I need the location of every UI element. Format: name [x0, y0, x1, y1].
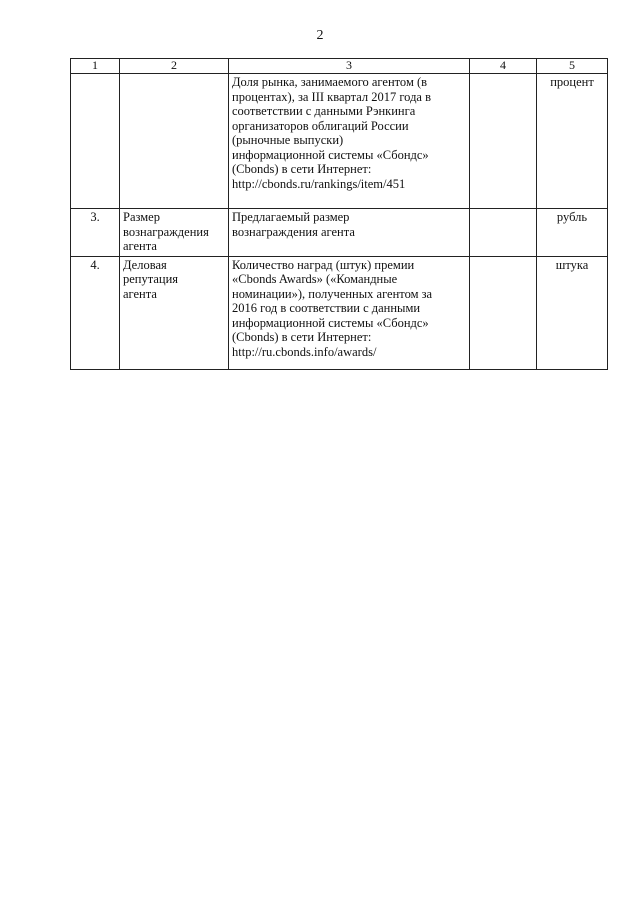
description-line: Количество наград (штук) премии	[232, 257, 415, 272]
table-row	[71, 209, 608, 257]
column-header: 5	[537, 59, 608, 74]
row-number-cell: 4.	[71, 256, 120, 369]
unit-cell: процент	[537, 74, 608, 209]
description-cell	[229, 256, 470, 369]
column-header: 3	[229, 59, 470, 74]
description-line: процентах), за III квартал 2017 года в	[232, 89, 432, 104]
description-cell	[229, 209, 470, 257]
description-cell	[229, 74, 470, 209]
row-number-cell	[71, 74, 120, 209]
description-line: номинации»), полученных агентом за	[232, 286, 433, 301]
value-cell	[470, 74, 537, 209]
criterion-line: агента	[123, 239, 157, 253]
row-number-cell: 3.	[71, 209, 120, 257]
column-header: 1	[71, 59, 120, 74]
unit-cell: рубль	[537, 209, 608, 257]
description-line: информационной системы «Сбондс»	[232, 147, 429, 162]
criterion-line: репутация	[123, 272, 179, 286]
description-line: организаторов облигаций России	[232, 118, 409, 133]
description-line: (рыночные выпуски)	[232, 133, 344, 147]
table-row	[71, 74, 608, 209]
column-header: 2	[120, 59, 229, 74]
criterion-cell	[120, 209, 229, 257]
criterion-line: агента	[123, 286, 157, 301]
description-line: «Cbonds Awards» («Командные	[232, 272, 398, 286]
value-cell	[470, 209, 537, 257]
value-cell	[470, 256, 537, 369]
description-line: Предлагаемый размер	[232, 210, 350, 224]
description-line: 2016 год в соответствии с данными	[232, 301, 421, 315]
description-link: http://ru.cbonds.info/awards/	[232, 344, 377, 359]
table-row	[71, 256, 608, 369]
description-line: (Cbonds) в сети Интернет:	[232, 330, 372, 344]
table-header-row	[71, 59, 608, 74]
criteria-table	[70, 58, 608, 370]
criterion-line: Размер	[123, 210, 160, 224]
description-line: Доля рынка, занимаемого агентом (в	[232, 75, 428, 89]
criterion-line: Деловая	[123, 257, 167, 272]
description-link: http://cbonds.ru/rankings/item/451	[232, 176, 406, 191]
criterion-cell	[120, 74, 229, 209]
column-header: 4	[470, 59, 537, 74]
description-line: (Cbonds) в сети Интернет:	[232, 162, 372, 176]
description-line: соответствии с данными Рэнкинга	[232, 104, 416, 118]
criterion-line: вознаграждения	[123, 224, 209, 239]
criterion-cell	[120, 256, 229, 369]
description-line: вознаграждения агента	[232, 224, 355, 239]
page-number: 2	[316, 28, 324, 43]
description-line: информационной системы «Сбондс»	[232, 315, 429, 330]
unit-cell: штука	[537, 256, 608, 369]
